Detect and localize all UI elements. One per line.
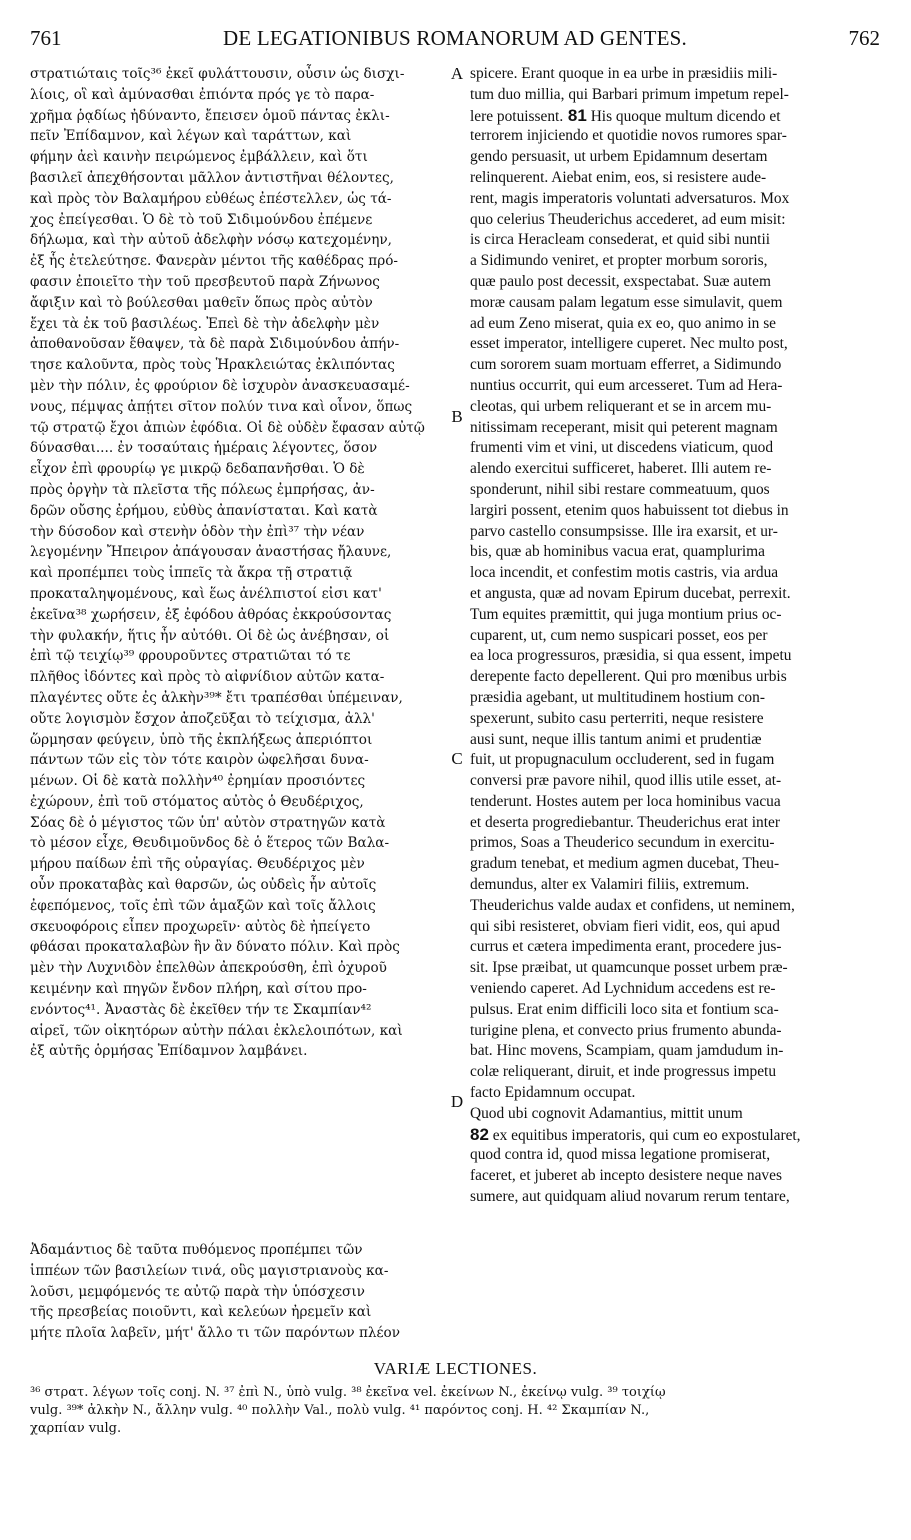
greek-text-line: ἐφεπόμενος, τοῖς ἐπὶ τῶν ἁμαξῶν καὶ τοῖς ἄλλοις <box>30 897 376 914</box>
greek-text-line: καὶ προπέμπει τοὺς ἱππεῖς τὰ ἄκρα τῇ στρατιᾷ <box>30 565 353 582</box>
latin-text-line: cuparent, ut, cum nemo suspicari posset, eos per <box>470 626 768 644</box>
greek-text-line: ἐκεῖνα³⁸ χωρήσειν, ἐξ ἐφόδου ἀθρόας ἐκκρούσοντας <box>30 606 392 623</box>
margin-letter-b: B <box>451 407 463 426</box>
latin-text-line: et deserta progrediebantur. Theuderichus erat inter <box>470 813 780 831</box>
greek-text-line: τὴν φυλακήν, ἥτις ἦν αὐτόθι. Οἱ δὲ ὡς ἀνέβησαν, οἱ <box>30 627 390 644</box>
latin-text-line: demundus, alter ex Valamiri filiis, extremum. <box>470 876 750 894</box>
latin-text-line: quo celerius Theuderichus accederet, ad eum misit: <box>470 210 786 228</box>
latin-text-line: nuntius occurrit, qui eum arcesseret. Tum ad Hera- <box>470 376 783 394</box>
latin-text-line: cleotas, qui urbem reliquerant et se in arcem mu- <box>470 397 772 415</box>
latin-text-line: ea loca progressuros, præsidia, si qua essent, impetu <box>470 647 792 665</box>
latin-column <box>470 64 880 1208</box>
latin-text-line: rent, magis imperatoris voluntati adversaturos. Mox <box>470 189 790 207</box>
greek-text-line: τῆς πρεσβείας ποιοῦντι, καὶ κελεύων ἠρεμεῖν καὶ <box>30 1304 372 1321</box>
latin-text-line: gendo persuasit, ut urbem Epidamnum desertam <box>470 148 768 166</box>
latin-text-line: qui sibi resisteret, obviam fieri vidit, eos, qui apud <box>470 917 780 935</box>
latin-text-line: fuit, ut propugnaculum occluderent, sed in fugam <box>470 751 775 769</box>
latin-text-line: derepente facto depellerent. Qui pro mœnibus urbis <box>470 668 787 686</box>
greek-text-line: λεγομένην Ἤπειρον ἀπάγουσαν ἀναστήσας ἤλαυνε, <box>30 544 392 561</box>
greek-text-line: χρῆμα ῥᾳδίως ἠδύναντο, ἔπεισεν ὁμοῦ πάντας ἐκλι- <box>30 107 390 124</box>
variant-reading-line: ³⁶ στρατ. λέγων τοῖς conj. N. ³⁷ ἐπὶ N., ὑπὸ vulg. ³⁸ ἐκεῖνα vel. ἐκείνων N., ἐκείνῳ vulg. ³⁹ τοιχίῳ <box>30 1385 666 1400</box>
latin-text-line: sumere, aut quidquam aliud novarum rerum tentare, <box>470 1188 790 1206</box>
greek-text-line: ἄφιξιν καὶ τὸ βούλεσθαι μαθεῖν ὅπως πρὸς αὐτὸν <box>30 294 373 311</box>
greek-text-line: εἶχον ἐπὶ φρουρίῳ γε μικρῷ δεδαπανῆσθαι. Ὁ δὲ <box>30 461 365 478</box>
paragraph-number-81: 81 <box>567 105 587 125</box>
greek-text-line: ενόντος⁴¹. Ἀναστὰς δὲ ἐκεῖθεν τήν τε Σκαμπίαν⁴² <box>30 1001 372 1018</box>
latin-text-line: et angusta, quæ ad novam Epirum ducebat, perrexit. <box>470 584 791 602</box>
latin-text-line: parvo castello consumpsisse. Ille ira exarsit, et ur- <box>470 522 778 540</box>
greek-text-line: πρὸς ὀργὴν τὰ πλεῖστα τῆς πόλεως ἐμπρήσας, ἀν- <box>30 481 375 498</box>
greek-text-line: ὥρμησαν φεύγειν, ὑπὸ τῆς ἐκπλήξεως ἀπεριόπτοι <box>30 731 373 748</box>
latin-text-line: faceret, et juberet ab incepto desistere neque naves <box>470 1167 782 1185</box>
greek-text-line: λοῦσι, μεμφόμενός τε αὐτῷ παρὰ τὴν ὑπόσχεσιν <box>30 1283 365 1300</box>
variant-reading-line: vulg. ³⁹* ἀλκὴν N., ἄλλην vulg. ⁴⁰ πολλὴν Val., πολὺ vulg. ⁴¹ παρόντος conj. H. ⁴² Σκαμπίαν N., <box>30 1403 650 1418</box>
latin-text-line: tenderunt. Hostes autem per loca hominibus vacua <box>470 792 781 810</box>
latin-text-line: frumenti vim et vini, ut discedens viaticum, quod <box>470 439 774 457</box>
greek-text-line: ἐπὶ τῷ τειχίῳ³⁹ φρουροῦντες στρατιῶται τό τε <box>30 648 351 665</box>
latin-text-segment: ex equitibus imperatoris, qui cum eo expostularet, <box>492 1126 801 1144</box>
greek-text-line: φήμην ἀεὶ καινὴν πειρώμενος ἐμβάλλειν, καὶ ὅτι <box>30 149 368 166</box>
latin-text-line: bis, quæ ab hominibus vacua erat, quamplurima <box>470 543 765 561</box>
greek-column-continued <box>30 1240 456 1344</box>
page-header <box>30 26 880 58</box>
greek-text-line: τὸ μέσον εἶχε, Θευδιμοῦνδος δὲ ὁ ἕτερος τῶν Βαλα- <box>30 835 390 852</box>
latin-text-line: Quod ubi cognovit Adamantius, mittit unum <box>470 1104 743 1122</box>
greek-text-line: ἐξ ἧς ἐτελεύτησε. Φανερὰν μέντοι τῆς καθέδρας πρό- <box>30 253 398 270</box>
greek-text-line: μὲν τὴν Λυχνιδὸν ἐπελθὼν ἀπεκρούσθη, ἐπὶ ὀχυροῦ <box>30 960 387 977</box>
latin-text-line: quæ paulo post decessit, exspectabat. Suæ autem <box>470 272 771 290</box>
latin-text-line: esset imperator, intelligere cuperet. Nec multo post, <box>470 335 788 353</box>
greek-text-line: ἔχει τὰ ἐκ τοῦ βασιλέως. Ἐπεὶ δὲ τὴν ἀδελφὴν μὲν <box>30 315 380 332</box>
greek-text-line: τῷ στρατῷ ἔχοι ἀπιὼν ἐφόδια. Οἱ δὲ οὐδὲν ἔφασαν αὐτῷ <box>30 419 425 436</box>
greek-text-line: ἱππέων τῶν βασιλείων τινά, οὓς μαγιστριανοὺς κα- <box>30 1262 389 1279</box>
greek-text-line: πλῆθος ἰδόντες καὶ πρὸς τὸ αἰφνίδιον αὐτῶν κατα- <box>30 669 385 686</box>
page-number-left: 761 <box>30 26 62 50</box>
greek-text-line: ἀποθανοῦσαν ἔθαψεν, τὰ δὲ παρὰ Σιδιμούνδου ἀπήν- <box>30 336 400 353</box>
greek-text-line: Ἀδαμάντιος δὲ ταῦτα πυθόμενος προπέμπει τῶν <box>30 1242 363 1258</box>
greek-text-line: δρῶν οὔσης ἐρήμου, εὐθὺς ἀπανίσταται. Καὶ κατὰ <box>30 502 378 519</box>
latin-text-line: præsidia agebant, ut multitudinem hostium con- <box>470 688 765 706</box>
greek-text-line: βασιλεῖ ἀπεχθήσονται μᾶλλον ἀντιστῆναι θέλοντες, <box>30 169 394 186</box>
greek-text-line: προκαταληψομένους, καὶ ἕως ἀνέλπιστοί εἰσι κατ' <box>30 585 382 602</box>
greek-text-line: οὖν προκαταβὰς καὶ θαρσῶν, ὡς οὐδεὶς ἦν αὐτοῖς <box>30 877 377 894</box>
latin-text-line: cum sororem suam mortuam efferret, a Sidimundo <box>470 356 782 374</box>
variae-lectiones-title: VARIÆ LECTIONES. <box>373 1359 538 1378</box>
latin-text-line: largiri possent, etenim quos habuissent tot diebus in <box>470 501 789 519</box>
latin-text-line: relinquerent. Aiebat enim, eos, si resistere aude- <box>470 168 767 186</box>
latin-text-line: is circa Heracleam consederat, et quid sibi nuntii <box>470 231 771 249</box>
latin-text-line: pulsus. Erat enim difficili loco sita et fontium sca- <box>470 1000 779 1018</box>
latin-text-line: tum duo millia, qui Barbari primum impetum repel- <box>470 85 789 103</box>
latin-text-line: sit. Ipse præibat, ut quamcunque posset urbem præ- <box>470 959 788 977</box>
latin-text-line: conversi præ pavore nihil, quod illis utile esset, at- <box>470 772 782 790</box>
greek-text-line: φθάσαι προκαταλαβὼν ἣν ἂν δύνατο πόλιν. Καὶ πρὸς <box>30 939 400 956</box>
greek-text-line: δήλωμα, καὶ τὴν αὐτοῦ ἀδελφὴν νόσῳ κατεχομένην, <box>30 232 392 249</box>
greek-text-line: μὲν τὴν πόλιν, ἐς φρούριον δὲ ἰσχυρὸν ἀνασκευασαμέ- <box>30 377 410 394</box>
greek-text-line: πάντων τῶν εἰς τὸν τότε καιρὸν ὠφελῆσαι δυνα- <box>30 752 369 769</box>
greek-text-line: μένων. Οἱ δὲ κατὰ πολλὴν⁴⁰ ἐρημίαν προσιόντες <box>30 773 366 790</box>
latin-text-line: quod contra id, quod missa legatione promiserat, <box>470 1146 771 1164</box>
greek-text-line: νους, πέμψας ἀπῄτει σῖτον πολύν τινα καὶ οἶνον, ὅπως <box>30 398 413 415</box>
latin-text-line: Theuderichus valde audax et confidens, ut neminem, <box>470 896 795 914</box>
greek-text-line: μήτε πλοῖα λαβεῖν, μήτ' ἄλλο τι τῶν παρόντων πλέον <box>30 1325 400 1342</box>
latin-text-line: veniendo caperet. Ad Lychnidum accedens est re- <box>470 980 776 998</box>
latin-text-segment: His quoque multum dicendo et <box>586 107 781 125</box>
latin-text-line: Tum equites præmittit, qui juga montium prius oc- <box>470 605 782 623</box>
variae-lectiones-notes <box>30 1384 880 1438</box>
greek-text-line: στρατιώταις τοῖς³⁶ ἐκεῖ φυλάττουσιν, οὖσιν ὡς δισχι- <box>30 66 405 82</box>
latin-text-line: gradum tenebat, et medium agmen ducebat, Theu- <box>470 855 780 873</box>
running-title: DE LEGATIONIBUS ROMANORUM AD GENTES. <box>223 26 687 50</box>
greek-text-line: ἐχώρουν, ἐπὶ τοῦ στόματος αὐτὸς ὁ Θευδέριχος, <box>30 793 364 810</box>
latin-text-line: facto Epidamnum occupat. <box>470 1084 636 1102</box>
greek-text-line: Σόας δὲ ὁ μέγιστος τῶν ὑπ' αὐτὸν στρατηγῶν κατὰ <box>30 814 386 831</box>
latin-text-line <box>470 106 880 127</box>
margin-letter-a: A <box>450 64 464 83</box>
variant-reading-line: χαρπίαν vulg. <box>30 1421 122 1436</box>
greek-text-line: τὴν δύσοδον καὶ στενὴν ὁδὸν τὴν ἐπὶ³⁷ τὴν νέαν <box>30 523 365 540</box>
latin-text-line: spicere. Erant quoque in ea urbe in præsidiis mili- <box>470 65 778 82</box>
latin-text-line: currus et cætera impedimenta erant, procedere jus- <box>470 938 782 956</box>
latin-text-line: loca incendit, et confestim motis castris, via ardua <box>470 564 779 582</box>
latin-text-line: primos, Soas a Theuderico secundum in exercitu- <box>470 834 775 852</box>
latin-text-line: spexerunt, subito casu perterriti, neque resistere <box>470 709 764 727</box>
paragraph-number-82: 82 <box>470 1124 489 1144</box>
greek-text-line: καὶ πρὸς τὸν Βαλαμήρου εὐθέως ἐπέστελλεν, ὡς τά- <box>30 190 392 207</box>
latin-text-line: turigine plena, et convecto prius frumento abunda- <box>470 1021 782 1039</box>
margin-letter-d: D <box>450 1092 464 1111</box>
greek-text-line: τησε καλοῦντα, πρὸς τοὺς Ἡρακλειώτας ἐκλιπόντας <box>30 357 395 374</box>
latin-text-line: ad eum Zeno miserat, quia ex eo, quo animo in se <box>470 314 777 332</box>
latin-text-segment: lere potuissent. <box>470 107 564 125</box>
latin-text-line: nitissimam receperant, misit qui peterent magnam <box>470 418 778 436</box>
latin-text-line: ausi sunt, neque illis tantum animi et prudentiæ <box>470 730 762 748</box>
latin-text-line: moræ causam palam legatum esse simulavit, quem <box>470 293 783 311</box>
greek-text-line: αἱρεῖ, τῶν οἰκητόρων αὐτὴν πάλαι ἐκλελοιπότων, καὶ <box>30 1022 403 1039</box>
latin-text-line: colæ reliquerant, diruit, et inde progressus impetu <box>470 1063 777 1081</box>
greek-text-line: μήρου παίδων ἐπὶ τῆς οὐραγίας. Θευδέριχος μὲν <box>30 856 365 873</box>
greek-text-line: πεῖν Ἐπίδαμνον, καὶ λέγων καὶ ταράττων, καὶ <box>30 128 352 145</box>
latin-text-line: a Sidimundo veniret, et propter morbum sororis, <box>470 252 768 270</box>
greek-text-line: κειμένην καὶ πηγῶν ἔνδον πλήρη, καὶ σίτου προ- <box>30 981 367 998</box>
greek-text-line: πλαγέντες οὔτε ἐς ἀλκὴν³⁹* ἔτι τραπέσθαι ὑπέμειναν, <box>30 689 403 706</box>
latin-text-line: terrorem injiciendo et quotidie novos rumores spar- <box>470 127 787 145</box>
greek-text-line: οὔτε λογισμὸν ἔσχον ἀποζεῦξαι τὸ τείχισμα, ἀλλ' <box>30 710 375 727</box>
margin-letter-c: C <box>451 749 463 768</box>
latin-text-line: alendo exercitui sufficeret, haberet. Illi autem re- <box>470 460 772 478</box>
greek-text-line: χος ἐπείγεσθαι. Ὁ δὲ τὸ τοῦ Σιδιμούνδου ἐπέμενε <box>30 211 373 228</box>
greek-text-line: λίοις, οἳ καὶ ἀμύνασθαι ἐπιόντα πρός γε τὸ παρα- <box>30 86 375 103</box>
greek-text-line: φασιν ἐποιεῖτο τὴν τοῦ πρεσβευτοῦ παρὰ Ζήνωνος <box>30 273 380 290</box>
greek-text-line: δύνασθαι.... ἐν τοσαύταις ἡμέραις λέγοντες, ὅσον <box>30 440 378 457</box>
latin-text-line <box>470 1125 880 1146</box>
latin-text-line: bat. Hinc movens, Scampiam, quam jamdudum in- <box>470 1042 784 1060</box>
page-number-right: 762 <box>848 26 880 50</box>
latin-text-line: sponderunt, nihil sibi restare commeatuum, quos <box>470 480 770 498</box>
greek-text-line: σκευοφόροις εἶπεν προχωρεῖν· αὐτὸς δὲ ἠπείγετο <box>30 918 371 935</box>
greek-column <box>30 64 456 1062</box>
greek-text-line: ἐξ αὐτῆς ὁρμήσας Ἐπίδαμνον λαμβάνει. <box>30 1043 308 1060</box>
